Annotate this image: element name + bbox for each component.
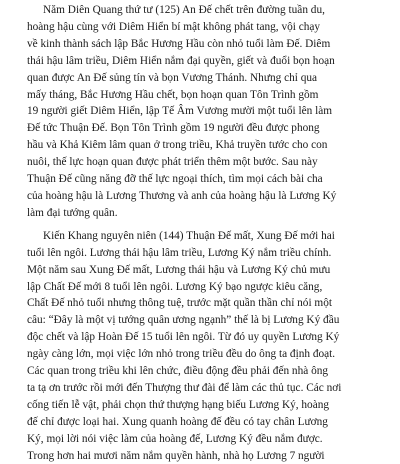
text-line: ta tạ ơn trước rồi mới đến Thượng thư đài để làm các thủ tục. Các nơi bbox=[27, 381, 342, 394]
text-line: làm đại tướng quân. bbox=[27, 206, 118, 219]
text-line: câu: “Đây là một vị tướng quân ương ngạnh” thế là bị Lương Ký đầu bbox=[27, 314, 340, 327]
text-line: cống tiến lễ vật, phải chọn thứ thượng hạng biếu Lương Ký, hoàng bbox=[27, 398, 330, 411]
text-line: Năm Diên Quang thứ tư (125) An Đế chết trên đường tuần du, bbox=[43, 4, 325, 16]
text-line: Các quan trong triều khi lên chức, điều động đều phải đến nhà ông bbox=[27, 365, 329, 378]
text-line: thái hậu lâm triều, Diêm Hiển nắm đại quyền, giết và đuổi bọn hoạn bbox=[27, 54, 335, 67]
paragraph-1 bbox=[27, 2, 382, 222]
text-line: đế chỉ được loại hai. Xung quanh hoàng đế đều có tay chân Lương bbox=[27, 415, 328, 428]
text-line: Kiến Khang nguyên niên (144) Thuận Đế mất, Xung Đế mới hai bbox=[43, 229, 335, 242]
text-line: hoàng hậu cùng với Diêm Hiển bí mật không phát tang, vội chạy bbox=[27, 20, 321, 33]
text-line: Thuận Đế cũng năng đỡ thế lực ngoại thích, tìm mọi cách bài cha bbox=[27, 173, 323, 186]
text-line: lập Chất Đế mới 8 tuổi lên ngôi. Lương Ký bạo ngược kiêu căng, bbox=[27, 280, 323, 293]
text-line: Chất Đế nhỏ tuổi nhưng thông tuệ, trước mặt quần thần chỉ nói một bbox=[27, 297, 332, 310]
text-line: Trong hơn hai mươi năm nắm quyền hành, nhà họ Lương 7 người bbox=[27, 449, 325, 462]
text-line: Một năm sau Xung Đế mất, Lương thái hậu và Lương Ký chủ mưu bbox=[27, 263, 331, 276]
text-line: độc chết và lập Hoàn Đế 15 tuổi lên ngôi. Từ đó uy quyền Lương Ký bbox=[27, 331, 340, 344]
text-line: Đế tức Thuận Đế. Bọn Tôn Trình gồm 19 người đều được phong bbox=[27, 122, 320, 135]
text-line: Ký, mọi lời nói việc làm của hoàng đế, Lương Ký đều nắm được. bbox=[27, 432, 323, 445]
text-line: về kinh thành sách lập Bắc Hương Hầu còn nhỏ tuổi làm Đế. Diêm bbox=[27, 37, 331, 50]
text-line: ngày càng lớn, mọi việc lớn nhỏ trong triều đều do ông ta định đoạt. bbox=[27, 348, 336, 361]
paragraph-2 bbox=[27, 228, 382, 464]
text-line: quan được An Đế sủng tín và bọn Vương Thánh. Nhưng chỉ qua bbox=[27, 71, 318, 84]
text-line: mấy tháng, Bắc Hương Hầu chết, bọn hoạn quan Tôn Trình gồm bbox=[27, 88, 319, 101]
text-line: của hoàng hậu là Lương Thương và anh của hoàng hậu là Lương Ký bbox=[27, 189, 337, 202]
text-line: nuôi, thế lực hoạn quan được phát triển thêm một bước. Sau này bbox=[27, 156, 318, 169]
text-line: hầu và Khả Kiêm lâm quan ở trong triều, Khả truyền tước cho con bbox=[27, 139, 328, 152]
body-text bbox=[27, 2, 382, 464]
text-line: tuổi lên ngôi. Lương thái hậu lâm triều, Lương Ký nắm triều chính. bbox=[27, 246, 332, 259]
text-line: 19 người giết Diêm Hiển, lập Tế Âm Vương mười một tuổi lên làm bbox=[27, 105, 333, 118]
